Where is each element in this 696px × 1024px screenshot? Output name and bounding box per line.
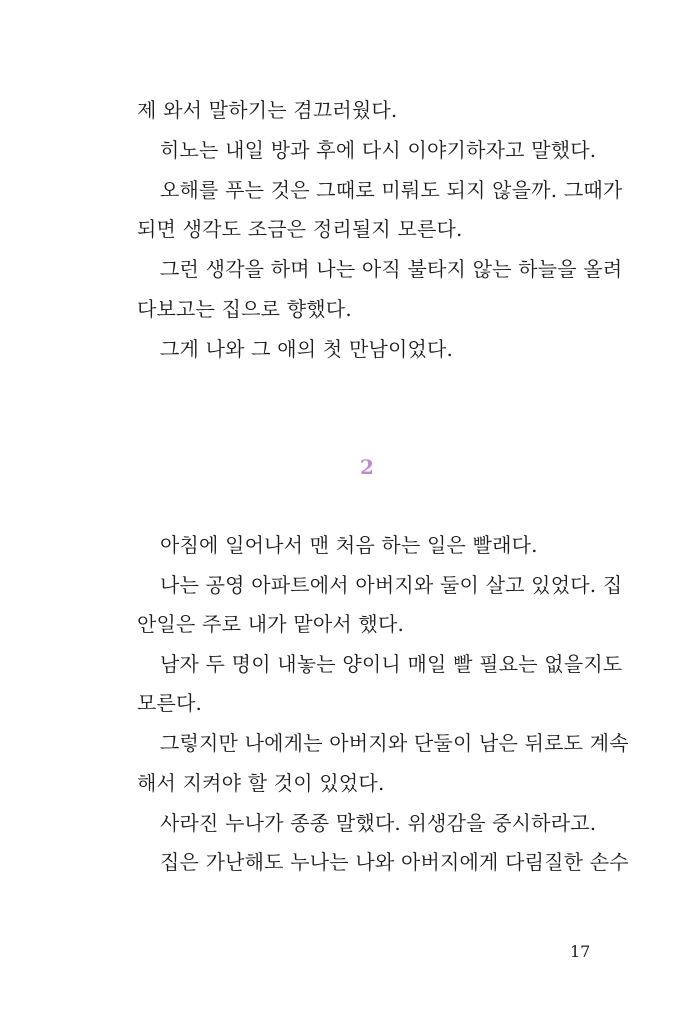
text-line: 제 와서 말하기는 겸끄러웠다.	[137, 98, 398, 122]
text-line: 다보고는 집으로 향했다.	[137, 297, 352, 321]
page-number: 17	[570, 942, 591, 961]
text-line: 남자 두 명이 내놓는 양이니 매일 빨 필요는 없을지도	[160, 652, 623, 676]
text-line: 되면 생각도 조금은 정리될지 모른다.	[137, 217, 463, 241]
text-line: 모른다.	[137, 691, 203, 715]
chapter-number: 2	[360, 455, 374, 479]
text-line: 나는 공영 아파트에서 아버지와 둘이 살고 있었다. 집	[160, 573, 623, 597]
text-line: 그런 생각을 하며 나는 아직 불타지 않는 하늘을 올려	[160, 257, 623, 281]
text-line: 집은 가난해도 누나는 나와 아버지에게 다림질한 손수	[160, 850, 629, 874]
text-line: 오해를 푸는 것은 그때로 미뤄도 되지 않을까. 그때가	[160, 178, 623, 202]
text-line: 안일은 주로 내가 맡아서 했다.	[137, 612, 405, 636]
text-line: 그게 나와 그 애의 첫 만남이었다.	[160, 337, 454, 361]
text-line: 해서 지켜야 할 것이 있었다.	[137, 771, 385, 795]
text-line: 아침에 일어나서 맨 처음 하는 일은 빨래다.	[160, 533, 538, 557]
text-line: 히노는 내일 방과 후에 다시 이야기하자고 말했다.	[160, 138, 597, 162]
text-line: 사라진 누나가 종종 말했다. 위생감을 중시하라고.	[160, 811, 597, 835]
text-line: 그렇지만 나에게는 아버지와 단둘이 남은 뒤로도 계속	[160, 731, 629, 755]
